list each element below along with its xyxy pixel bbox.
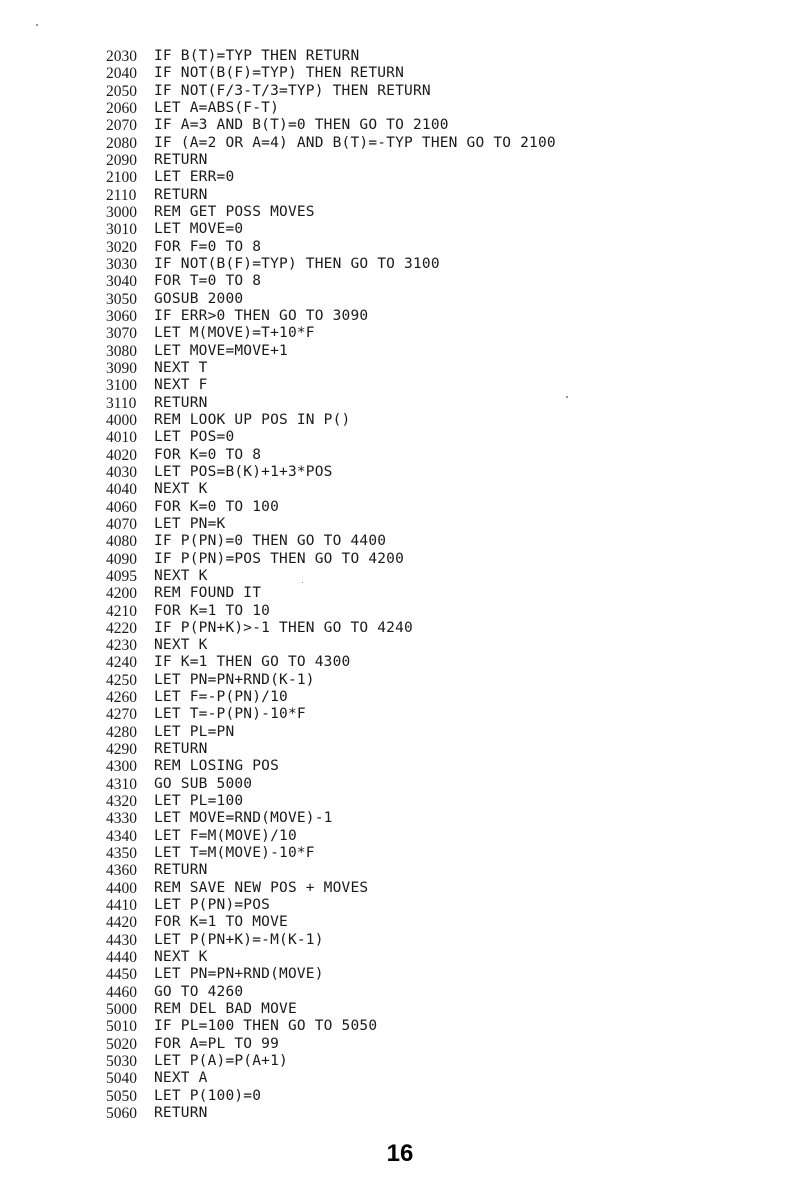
basic-statement: RETURN: [154, 186, 208, 203]
basic-statement: LET POS=0: [154, 429, 235, 446]
line-number: 4430: [106, 931, 137, 949]
code-line: [106, 429, 556, 446]
code-line: [106, 654, 556, 671]
basic-statement: GOSUB 2000: [154, 290, 244, 307]
basic-statement: LET PN=K: [154, 515, 226, 532]
line-number: 4250: [106, 671, 137, 689]
basic-statement: LET T=M(MOVE)-10*F: [154, 845, 315, 862]
line-number: 4420: [106, 914, 137, 932]
basic-statement: LET F=M(MOVE)/10: [154, 827, 297, 844]
basic-statement: FOR K=1 TO 10: [154, 602, 271, 619]
line-number: 5060: [106, 1105, 137, 1123]
line-number: 3010: [106, 221, 137, 239]
code-line: [106, 187, 556, 204]
basic-statement: REM SAVE NEW POS + MOVES: [154, 879, 369, 896]
line-number: 4090: [106, 550, 137, 568]
code-line: [106, 204, 556, 221]
basic-statement: LET POS=B(K)+1+3*POS: [154, 463, 333, 480]
line-number: 4290: [106, 741, 137, 759]
basic-statement: LET MOVE=MOVE+1: [154, 342, 288, 359]
basic-statement: NEXT K: [154, 481, 208, 498]
line-number: 3100: [106, 377, 137, 395]
scan-speck: [566, 396, 568, 398]
line-number: 2030: [106, 48, 137, 65]
basic-statement: IF PL=100 THEN GO TO 5050: [154, 1018, 378, 1035]
line-number: 5000: [106, 1001, 137, 1019]
code-line: [106, 1001, 556, 1018]
line-number: 4020: [106, 446, 137, 464]
line-number: 3000: [106, 203, 137, 221]
code-line: [106, 568, 556, 585]
code-line: [106, 135, 556, 152]
line-number: 4010: [106, 429, 137, 447]
code-line: [106, 862, 556, 879]
basic-statement: RETURN: [154, 862, 208, 879]
basic-statement: IF (A=2 OR A=4) AND B(T)=-TYP THEN GO TO 2100: [154, 134, 556, 151]
basic-statement: REM GET POSS MOVES: [154, 203, 315, 220]
line-number: 4060: [106, 498, 137, 516]
basic-statement: IF NOT(F/3-T/3=TYP) THEN RETURN: [154, 82, 431, 99]
code-line: [106, 585, 556, 602]
basic-statement: RETURN: [154, 741, 208, 758]
line-number: 4400: [106, 879, 137, 897]
code-line: [106, 672, 556, 689]
basic-statement: LET P(100)=0: [154, 1087, 262, 1104]
code-line: [106, 499, 556, 516]
code-line: [106, 100, 556, 117]
code-line: [106, 897, 556, 914]
line-number: 3080: [106, 342, 137, 360]
code-line: [106, 239, 556, 256]
basic-statement: GO SUB 5000: [154, 775, 253, 792]
basic-statement: LET P(PN)=POS: [154, 897, 271, 914]
code-line: [106, 949, 556, 966]
code-line: [106, 325, 556, 342]
code-line: [106, 603, 556, 620]
line-number: 4200: [106, 585, 137, 603]
scan-speck: [36, 24, 38, 26]
line-number: 2040: [106, 65, 137, 83]
line-number: 4320: [106, 793, 137, 811]
line-number: 4000: [106, 411, 137, 429]
line-number: 4260: [106, 689, 137, 707]
basic-statement: REM LOSING POS: [154, 758, 280, 775]
basic-statement: LET F=-P(PN)/10: [154, 689, 288, 706]
line-number: 2070: [106, 117, 137, 135]
code-line: [106, 706, 556, 723]
basic-statement: IF P(PN+K)>-1 THEN GO TO 4240: [154, 619, 413, 636]
code-line: [106, 880, 556, 897]
line-number: 4040: [106, 481, 137, 499]
basic-statement: FOR T=0 TO 8: [154, 273, 262, 290]
code-line: [106, 914, 556, 931]
code-line: [106, 447, 556, 464]
basic-statement: NEXT K: [154, 637, 208, 654]
code-line: [106, 117, 556, 134]
basic-statement: IF B(T)=TYP THEN RETURN: [154, 48, 360, 64]
basic-statement: LET P(A)=P(A+1): [154, 1053, 288, 1070]
line-number: 4310: [106, 775, 137, 793]
line-number: 2060: [106, 99, 137, 117]
code-line: [106, 1053, 556, 1070]
code-line: [106, 845, 556, 862]
code-line: [106, 1105, 556, 1122]
code-line: [106, 984, 556, 1001]
line-number: 5020: [106, 1035, 137, 1053]
code-line: [106, 412, 556, 429]
basic-statement: NEXT T: [154, 359, 208, 376]
basic-statement: LET MOVE=0: [154, 221, 244, 238]
code-line: [106, 966, 556, 983]
code-line: [106, 1088, 556, 1105]
line-number: 4070: [106, 515, 137, 533]
line-number: 5030: [106, 1053, 137, 1071]
code-line: [106, 48, 556, 65]
code-line: [106, 377, 556, 394]
basic-statement: LET P(PN+K)=-M(K-1): [154, 931, 324, 948]
basic-statement: FOR K=0 TO 100: [154, 498, 280, 515]
line-number: 5050: [106, 1087, 137, 1105]
basic-statement: LET PN=PN+RND(MOVE): [154, 966, 324, 983]
line-number: 2080: [106, 134, 137, 152]
basic-statement: IF NOT(B(F)=TYP) THEN RETURN: [154, 65, 405, 82]
line-number: 2090: [106, 151, 137, 169]
line-number: 4220: [106, 619, 137, 637]
line-number: 4210: [106, 602, 137, 620]
code-line: [106, 551, 556, 568]
basic-statement: NEXT K: [154, 949, 208, 966]
code-line: [106, 620, 556, 637]
basic-statement: NEXT F: [154, 377, 208, 394]
line-number: 3060: [106, 307, 137, 325]
code-line: [106, 689, 556, 706]
basic-statement: IF NOT(B(F)=TYP) THEN GO TO 3100: [154, 255, 440, 272]
code-line: [106, 273, 556, 290]
line-number: 5010: [106, 1018, 137, 1036]
line-number: 4440: [106, 949, 137, 967]
line-number: 4410: [106, 897, 137, 915]
basic-statement: REM FOUND IT: [154, 585, 262, 602]
code-line: [106, 1036, 556, 1053]
code-line: [106, 464, 556, 481]
code-line: [106, 256, 556, 273]
basic-statement: RETURN: [154, 151, 208, 168]
code-line: [106, 1018, 556, 1035]
line-number: 2050: [106, 82, 137, 100]
code-line: [106, 741, 556, 758]
basic-statement: IF P(PN)=0 THEN GO TO 4400: [154, 533, 387, 550]
code-line: [106, 343, 556, 360]
line-number: 4350: [106, 845, 137, 863]
basic-statement: LET PL=100: [154, 793, 244, 810]
basic-statement: LET MOVE=RND(MOVE)-1: [154, 810, 333, 827]
line-number: 4095: [106, 567, 137, 585]
code-line: [106, 810, 556, 827]
basic-statement: GO TO 4260: [154, 983, 244, 1000]
code-line: [106, 932, 556, 949]
line-number: 3070: [106, 325, 137, 343]
basic-statement: FOR K=0 TO 8: [154, 446, 262, 463]
code-line: [106, 481, 556, 498]
line-number: 4330: [106, 810, 137, 828]
basic-statement: IF ERR>0 THEN GO TO 3090: [154, 307, 369, 324]
code-line: [106, 395, 556, 412]
line-number: 5040: [106, 1070, 137, 1088]
line-number: 4360: [106, 862, 137, 880]
basic-statement: LET PL=PN: [154, 723, 235, 740]
line-number: 4460: [106, 983, 137, 1001]
basic-statement: FOR F=0 TO 8: [154, 238, 262, 255]
code-line: [106, 83, 556, 100]
basic-program-listing: [106, 48, 556, 1122]
basic-statement: IF K=1 THEN GO TO 4300: [154, 654, 351, 671]
line-number: 4270: [106, 706, 137, 724]
line-number: 3110: [106, 394, 137, 412]
basic-statement: RETURN: [154, 1105, 208, 1122]
code-line: [106, 308, 556, 325]
code-line: [106, 516, 556, 533]
basic-statement: LET T=-P(PN)-10*F: [154, 706, 306, 723]
basic-statement: LET ERR=0: [154, 169, 235, 186]
line-number: 3030: [106, 255, 137, 273]
code-line: [106, 758, 556, 775]
line-number: 2100: [106, 169, 137, 187]
code-line: [106, 169, 556, 186]
basic-statement: RETURN: [154, 394, 208, 411]
code-line: [106, 291, 556, 308]
line-number: 4230: [106, 637, 137, 655]
line-number: 4300: [106, 758, 137, 776]
basic-statement: REM DEL BAD MOVE: [154, 1001, 297, 1018]
line-number: 3020: [106, 238, 137, 256]
line-number: 4280: [106, 723, 137, 741]
line-number: 3050: [106, 290, 137, 308]
code-line: [106, 65, 556, 82]
code-line: [106, 828, 556, 845]
code-line: [106, 793, 556, 810]
page-number: 16: [386, 1140, 414, 1167]
line-number: 4080: [106, 533, 137, 551]
basic-statement: REM LOOK UP POS IN P(): [154, 411, 351, 428]
code-line: [106, 360, 556, 377]
line-number: 4340: [106, 827, 137, 845]
line-number: 4030: [106, 463, 137, 481]
code-line: [106, 221, 556, 238]
line-number: 3090: [106, 359, 137, 377]
line-number: 4240: [106, 654, 137, 672]
line-number: 4450: [106, 966, 137, 984]
line-number: 3040: [106, 273, 137, 291]
basic-statement: IF P(PN)=POS THEN GO TO 4200: [154, 550, 405, 567]
basic-statement: FOR K=1 TO MOVE: [154, 914, 288, 931]
code-line: [106, 1070, 556, 1087]
basic-statement: LET M(MOVE)=T+10*F: [154, 325, 315, 342]
line-number: 2110: [106, 186, 137, 204]
basic-statement: NEXT K: [154, 567, 208, 584]
code-line: [106, 724, 556, 741]
basic-statement: FOR A=PL TO 99: [154, 1035, 280, 1052]
code-line: [106, 152, 556, 169]
code-line: [106, 533, 556, 550]
basic-statement: LET PN=PN+RND(K-1): [154, 671, 315, 688]
code-line: [106, 776, 556, 793]
code-line: [106, 637, 556, 654]
basic-statement: IF A=3 AND B(T)=0 THEN GO TO 2100: [154, 117, 449, 134]
basic-statement: LET A=ABS(F-T): [154, 99, 280, 116]
basic-statement: NEXT A: [154, 1070, 208, 1087]
